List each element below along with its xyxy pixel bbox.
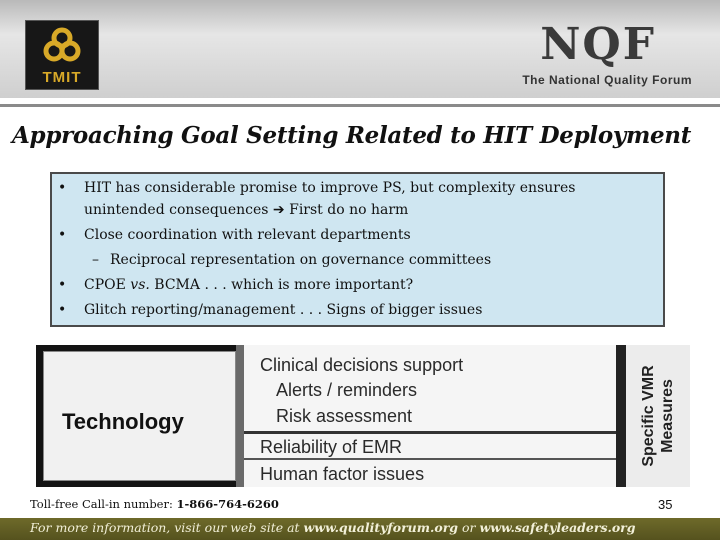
vmr-measures-panel xyxy=(626,345,690,487)
footer-text xyxy=(30,520,636,535)
measures-list xyxy=(244,345,616,487)
bullet-box xyxy=(50,172,665,327)
tmit-logo-text: TMIT xyxy=(42,69,82,86)
nqf-subtitle: The National Quality Forum xyxy=(522,73,692,87)
slide-title: Approaching Goal Setting Related to HIT Deployment xyxy=(12,122,692,149)
footer-or: or xyxy=(462,520,476,535)
bullet-dot-icon: • xyxy=(58,302,67,318)
diagram-right-border xyxy=(616,345,626,487)
row-alerts-reminders: Alerts / reminders xyxy=(276,380,418,400)
bullet-3-cpoe: CPOE xyxy=(84,277,126,293)
link-qualityforum[interactable]: www.qualityforum.org xyxy=(303,520,459,535)
row-clinical-decisions-support: Clinical decisions support xyxy=(260,355,464,375)
row-risk-assessment: Risk assessment xyxy=(276,406,413,426)
tmit-logo[interactable] xyxy=(25,20,99,90)
header-divider xyxy=(0,104,720,107)
bullet-1-line-2 xyxy=(84,202,408,218)
row-reliability-of-emr: Reliability of EMR xyxy=(260,437,403,457)
row-divider xyxy=(244,431,616,434)
bullet-dot-icon: • xyxy=(58,180,67,196)
technology-panel xyxy=(36,345,236,487)
footer-info-prefix: For more information, visit our web site at xyxy=(30,520,300,535)
technology-label: Technology xyxy=(62,409,184,434)
diagram-separator xyxy=(236,345,244,487)
nqf-logo-text[interactable]: NQF xyxy=(540,19,656,70)
sub-bullet-dash-icon: – xyxy=(92,252,99,268)
vmr-label-line-1: Specific VMR xyxy=(640,365,657,467)
arrow-right-icon: ➔ xyxy=(272,202,285,218)
bullet-1-consequences: unintended consequences xyxy=(84,202,269,218)
footer-bar xyxy=(0,518,720,540)
trefoil-knot-icon xyxy=(42,26,82,66)
row-human-factor-issues: Human factor issues xyxy=(260,464,425,484)
vmr-label-wrap xyxy=(626,345,690,487)
page-number: 35 xyxy=(658,497,673,512)
tollfree-number xyxy=(30,497,279,511)
bullet-4: Glitch reporting/management . . . Signs of bigger issues xyxy=(84,302,483,318)
bullet-2: Close coordination with relevant departments xyxy=(84,227,411,243)
bullet-3-rest: BCMA . . . which is more important? xyxy=(154,277,414,293)
row-divider xyxy=(244,458,616,460)
vmr-measures-label xyxy=(639,365,677,466)
sub-bullet-1: Reciprocal representation on governance committees xyxy=(110,252,492,268)
bullet-dot-icon: • xyxy=(58,227,67,243)
tollfree-phone: 1-866-764-6260 xyxy=(176,497,279,511)
bullet-3-vs: vs. xyxy=(130,277,150,293)
bullet-dot-icon: • xyxy=(58,277,67,293)
link-safetyleaders[interactable]: www.safetyleaders.org xyxy=(479,520,636,535)
vmr-label-line-2: Measures xyxy=(659,379,676,453)
technology-diagram xyxy=(36,345,690,493)
bullet-1-harm: First do no harm xyxy=(289,202,409,218)
bullet-3 xyxy=(84,277,413,293)
header-banner xyxy=(0,0,720,98)
technology-panel-inner xyxy=(43,351,236,481)
bullet-1-line-1: HIT has considerable promise to improve PS, but complexity ensures xyxy=(84,180,576,196)
tollfree-label: Toll-free Call-in number: xyxy=(30,497,173,511)
